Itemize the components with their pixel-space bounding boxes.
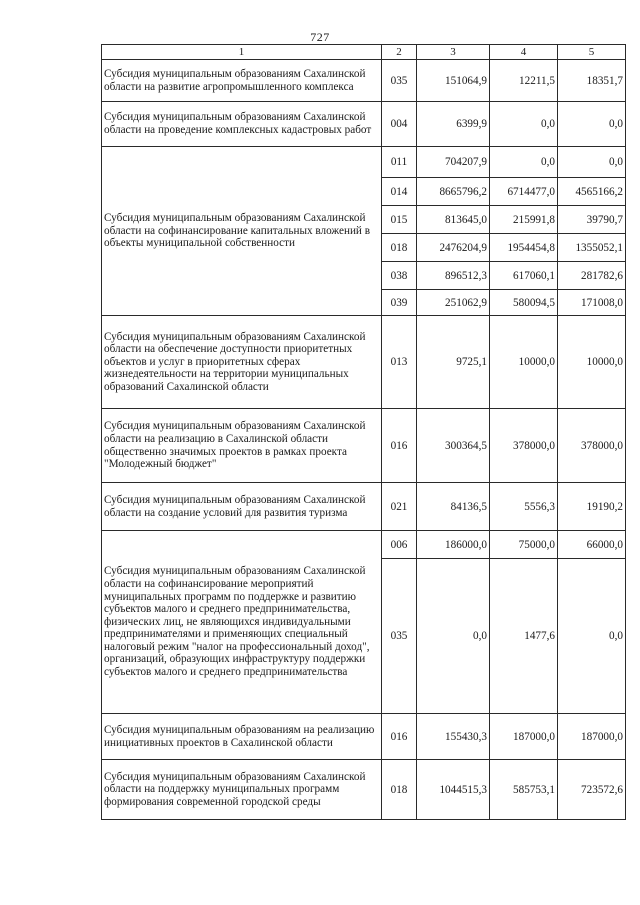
value-cell: 84136,5: [417, 483, 490, 531]
code-cell: 011: [382, 147, 417, 178]
value-cell: 1044515,3: [417, 760, 490, 820]
budget-table: [101, 44, 626, 820]
subsidy-name: Субсидия муниципальным образованиям Сахалинской области на софинансирование мероприятий муниципальных программ по поддержке и развитию субъектов малого и среднего предпринимательства, физических лиц, не являющихся индивидуальными предпринимателями и применяющих специальный налоговый режим "налог на профессиональный доход", организаций, образующих инфраструктуру поддержки субъектов малого и среднего предпринимательства: [102, 531, 382, 714]
code-cell: 013: [382, 316, 417, 409]
table-row: [102, 483, 626, 531]
value-cell: 813645,0: [417, 206, 490, 234]
value-cell: 171008,0: [558, 290, 626, 316]
value-cell: 1477,6: [490, 559, 558, 714]
code-cell: 018: [382, 234, 417, 262]
value-cell: 2476204,9: [417, 234, 490, 262]
code-cell: 021: [382, 483, 417, 531]
value-cell: 0,0: [558, 559, 626, 714]
value-cell: 0,0: [490, 102, 558, 147]
value-cell: 18351,7: [558, 60, 626, 102]
value-cell: 187000,0: [490, 714, 558, 760]
value-cell: 251062,9: [417, 290, 490, 316]
value-cell: 10000,0: [558, 316, 626, 409]
code-cell: 035: [382, 559, 417, 714]
code-cell: 039: [382, 290, 417, 316]
value-cell: 186000,0: [417, 531, 490, 559]
code-cell: 014: [382, 178, 417, 206]
code-cell: 038: [382, 262, 417, 290]
table-row: [102, 409, 626, 483]
value-cell: 580094,5: [490, 290, 558, 316]
table-row: [102, 531, 626, 559]
value-cell: 5556,3: [490, 483, 558, 531]
value-cell: 187000,0: [558, 714, 626, 760]
code-cell: 035: [382, 60, 417, 102]
code-cell: 018: [382, 760, 417, 820]
value-cell: 0,0: [558, 147, 626, 178]
table-row: [102, 60, 626, 102]
value-cell: 9725,1: [417, 316, 490, 409]
value-cell: 0,0: [558, 102, 626, 147]
column-header: 4: [490, 45, 558, 60]
code-cell: 016: [382, 714, 417, 760]
code-cell: 015: [382, 206, 417, 234]
value-cell: 723572,6: [558, 760, 626, 820]
table-row: [102, 147, 626, 178]
subsidy-name: Субсидия муниципальным образованиям Сахалинской области на развитие агропромышленного комплекса: [102, 60, 382, 102]
value-cell: 66000,0: [558, 531, 626, 559]
value-cell: 378000,0: [490, 409, 558, 483]
subsidy-name: Субсидия муниципальным образованиям на реализацию инициативных проектов в Сахалинской области: [102, 714, 382, 760]
value-cell: 151064,9: [417, 60, 490, 102]
column-header: 5: [558, 45, 626, 60]
value-cell: 896512,3: [417, 262, 490, 290]
table-row: [102, 714, 626, 760]
table-row: [102, 102, 626, 147]
value-cell: 215991,8: [490, 206, 558, 234]
value-cell: 1954454,8: [490, 234, 558, 262]
code-cell: 004: [382, 102, 417, 147]
value-cell: 39790,7: [558, 206, 626, 234]
subsidy-name: Субсидия муниципальным образованиям Сахалинской области на реализацию в Сахалинской области общественно значимых проектов в рамках проекта "Молодежный бюджет": [102, 409, 382, 483]
subsidy-name: Субсидия муниципальным образованиям Сахалинской области на софинансирование капитальных вложений в объекты муниципальной собственности: [102, 147, 382, 316]
column-number-row: [102, 45, 626, 60]
subsidy-name: Субсидия муниципальным образованиям Сахалинской области на обеспечение доступности приоритетных объектов и услуг в приоритетных сферах жизнедеятельности на территории муниципальных образований Сахалинской области: [102, 316, 382, 409]
column-header: 1: [102, 45, 382, 60]
subsidy-name: Субсидия муниципальным образованиям Сахалинской области на создание условий для развития туризма: [102, 483, 382, 531]
page-number: 727: [310, 30, 330, 44]
value-cell: 0,0: [490, 147, 558, 178]
value-cell: 617060,1: [490, 262, 558, 290]
column-header: 3: [417, 45, 490, 60]
column-header: 2: [382, 45, 417, 60]
code-cell: 016: [382, 409, 417, 483]
value-cell: 19190,2: [558, 483, 626, 531]
value-cell: 1355052,1: [558, 234, 626, 262]
value-cell: 0,0: [417, 559, 490, 714]
value-cell: 585753,1: [490, 760, 558, 820]
value-cell: 300364,5: [417, 409, 490, 483]
subsidy-name: Субсидия муниципальным образованиям Сахалинской области на поддержку муниципальных программ формирования современной городской среды: [102, 760, 382, 820]
value-cell: 704207,9: [417, 147, 490, 178]
value-cell: 6399,9: [417, 102, 490, 147]
table-row: [102, 316, 626, 409]
value-cell: 378000,0: [558, 409, 626, 483]
code-cell: 006: [382, 531, 417, 559]
value-cell: 8665796,2: [417, 178, 490, 206]
table-row: [102, 760, 626, 820]
value-cell: 6714477,0: [490, 178, 558, 206]
subsidy-name: Субсидия муниципальным образованиям Сахалинской области на проведение комплексных кадастровых работ: [102, 102, 382, 147]
value-cell: 12211,5: [490, 60, 558, 102]
value-cell: 75000,0: [490, 531, 558, 559]
value-cell: 281782,6: [558, 262, 626, 290]
value-cell: 155430,3: [417, 714, 490, 760]
value-cell: 10000,0: [490, 316, 558, 409]
value-cell: 4565166,2: [558, 178, 626, 206]
